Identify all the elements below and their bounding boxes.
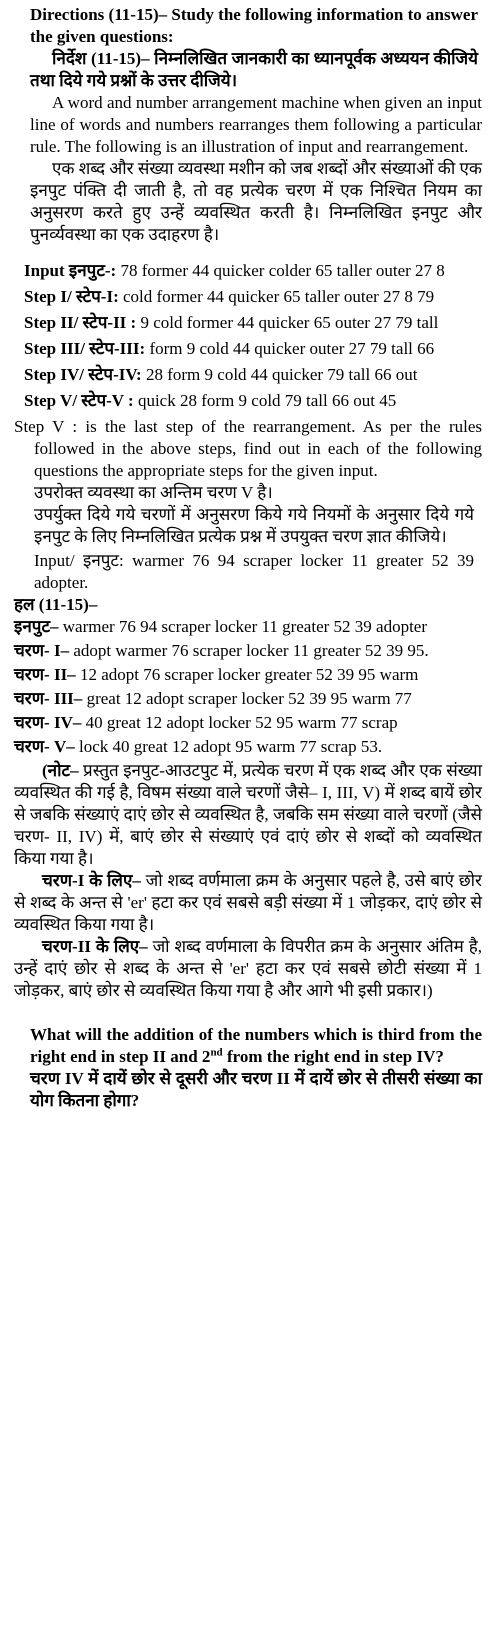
example-step-1 xyxy=(24,286,482,308)
solution-row xyxy=(14,712,482,734)
solution-row xyxy=(14,616,482,638)
intro-en: A word and number arrangement machine when given an input line of words and numbers rearranges them following a particular rule. The following is an illustration of input and rearrangement. xyxy=(30,93,482,156)
note-label: चरण-I के लिए– xyxy=(42,871,141,890)
intro-hi: एक शब्द और संख्या व्यवस्था मशीन को जब शब्दों और संख्याओं की एक इनपुट पंक्ति दी जाती है, तो वह प्रत्येक चरण में एक निश्चित नियम का अनुसरण करते हुए उन्हें व्यवस्थित करती है। निम्नलिखित इनपुट और पुनर्व्यवस्था का एक उदाहरण है। xyxy=(30,159,482,244)
solution-row xyxy=(14,664,482,686)
last-step-en: Step V : is the last step of the rearrangement. As per the rules followed in the above steps, find out in each of the following questions the appropriate steps for the given input. xyxy=(14,417,482,480)
row-text: 12 adopt 76 scraper locker greater 52 39 95 warm xyxy=(75,665,419,684)
step-text: cold former 44 quicker 65 taller outer 27 8 79 xyxy=(118,287,435,306)
last-step-hi2: उपर्युक्त दिये गये चरणों में अनुसरण किये गये नियमों के अनुसार दिये गये इनपुट के लिए निम्नलिखित प्रत्येक प्रश्न में उपयुक्त चरण ज्ञात कीजिये। xyxy=(34,505,474,546)
row-label: इनपुट– xyxy=(14,617,59,636)
note-label: (नोट– xyxy=(42,761,79,780)
solution xyxy=(0,594,496,758)
example-input xyxy=(24,260,482,282)
question-hi: चरण IV में दायें छोर से दूसरी और चरण II में दायें छोर से तीसरी संख्या का योग कितना होगा? xyxy=(30,1069,482,1110)
note-p1 xyxy=(14,760,482,870)
row-label: चरण- IV– xyxy=(14,713,82,732)
step-text: quick 28 form 9 cold 79 tall 66 out 45 xyxy=(133,391,397,410)
solution-row xyxy=(14,688,482,710)
step-label: Step III/ स्टेप-III: xyxy=(24,339,146,358)
note-label: चरण-II के लिए– xyxy=(42,937,148,956)
last-step-body xyxy=(14,482,482,594)
step-text: 78 former 44 quicker colder 65 taller outer 27 8 xyxy=(116,261,445,280)
note-text: जो शब्द वर्णमाला क्रम के अनुसार पहले है, उसे बाएं छोर से शब्द के अन्त से 'er' हटा कर एवं सबसे बड़ी संख्या में 1 जोड़कर, दाएं छोर से व्यवस्थित किया गया है। xyxy=(14,871,482,934)
solution-heading: हल (11-15)– xyxy=(14,595,98,614)
step-label: Step I/ स्टेप-I: xyxy=(24,287,119,306)
last-step-block xyxy=(0,416,496,594)
step-text: form 9 cold 44 quicker outer 27 79 tall 66 xyxy=(145,339,435,358)
example-step-2 xyxy=(24,312,482,334)
row-text: lock 40 great 12 adopt 95 warm 77 scrap 53. xyxy=(74,737,383,756)
step-label: Step V/ स्टेप-V : xyxy=(24,391,134,410)
example-steps xyxy=(0,260,496,412)
directions-en: Directions (11-15)– Study the following information to answer the given questions: xyxy=(30,5,478,46)
example-step-4 xyxy=(24,364,482,386)
solution-row xyxy=(14,736,482,758)
solution-row xyxy=(14,640,482,662)
question-en-sup: nd xyxy=(210,1046,223,1059)
step-label: Step IV/ स्टेप-IV: xyxy=(24,365,142,384)
example-step-5 xyxy=(24,390,482,412)
note-text: जो शब्द वर्णमाला के विपरीत क्रम के अनुसार अंतिम है, उन्हें दाएं छोर से शब्द के अन्त से 'er' हटा कर एवं सबसे छोटी संख्या में 1 जोड़कर, बाएं छोर से व्यवस्थित किया गया है और आगे भी इसी प्रकार।) xyxy=(14,937,482,1000)
step-label: Step II/ स्टेप-II : xyxy=(24,313,137,332)
row-label: चरण- V– xyxy=(14,737,75,756)
question-en xyxy=(30,1024,482,1068)
intro xyxy=(0,92,496,246)
directions xyxy=(0,4,496,92)
last-step-hi1: उपरोक्त व्यवस्था का अन्तिम चरण V है। xyxy=(34,483,273,502)
step-label: Input इनपुट-: xyxy=(24,261,117,280)
row-text: 40 great 12 adopt locker 52 95 warm 77 scrap xyxy=(81,713,398,732)
row-label: चरण- II– xyxy=(14,665,76,684)
note-p3 xyxy=(14,936,482,1002)
row-text: warmer 76 94 scraper locker 11 greater 52 39 adopter xyxy=(58,617,428,636)
directions-hi: निर्देश (11-15)– निम्नलिखित जानकारी का ध्यानपूर्वक अध्ययन कीजिये तथा दिये गये प्रश्नों के उत्तर दीजिये। xyxy=(30,49,478,90)
row-text: adopt warmer 76 scraper locker 11 greater 52 39 95. xyxy=(69,641,429,660)
question-en-b: from the right end in step IV? xyxy=(222,1047,444,1066)
row-label: चरण- III– xyxy=(14,689,83,708)
step-text: 28 form 9 cold 44 quicker 79 tall 66 out xyxy=(141,365,418,384)
given-input: Input/ इनपुट: warmer 76 94 scraper locker 11 greater 52 39 adopter. xyxy=(34,551,474,592)
example-step-3 xyxy=(24,338,482,360)
row-text: great 12 adopt scraper locker 52 39 95 warm 77 xyxy=(82,689,412,708)
row-label: चरण- I– xyxy=(14,641,70,660)
step-text: 9 cold former 44 quicker 65 outer 27 79 tall xyxy=(136,313,439,332)
question xyxy=(0,1024,496,1112)
question-en-a: What will the addition of the numbers which is third from the right end in step II and 2 xyxy=(30,1025,482,1066)
note-p2 xyxy=(14,870,482,936)
note xyxy=(0,760,496,1002)
note-text: प्रस्तुत इनपुट-आउटपुट में, प्रत्येक चरण में एक शब्द और एक संख्या व्यवस्थित की गई है, विषम संख्या वाले चरणों जैसे– I, III, V) में शब्द बायें छोर से जबकि संख्याएं दाएं छोर से व्यवस्थित है, जबकि सम संख्या वाले चरणों (जैसे चरण- II, IV) में, बाएं छोर से संख्याएं एवं दाएं छोर से शब्दों को व्यवस्थित किया गया है। xyxy=(14,761,482,868)
